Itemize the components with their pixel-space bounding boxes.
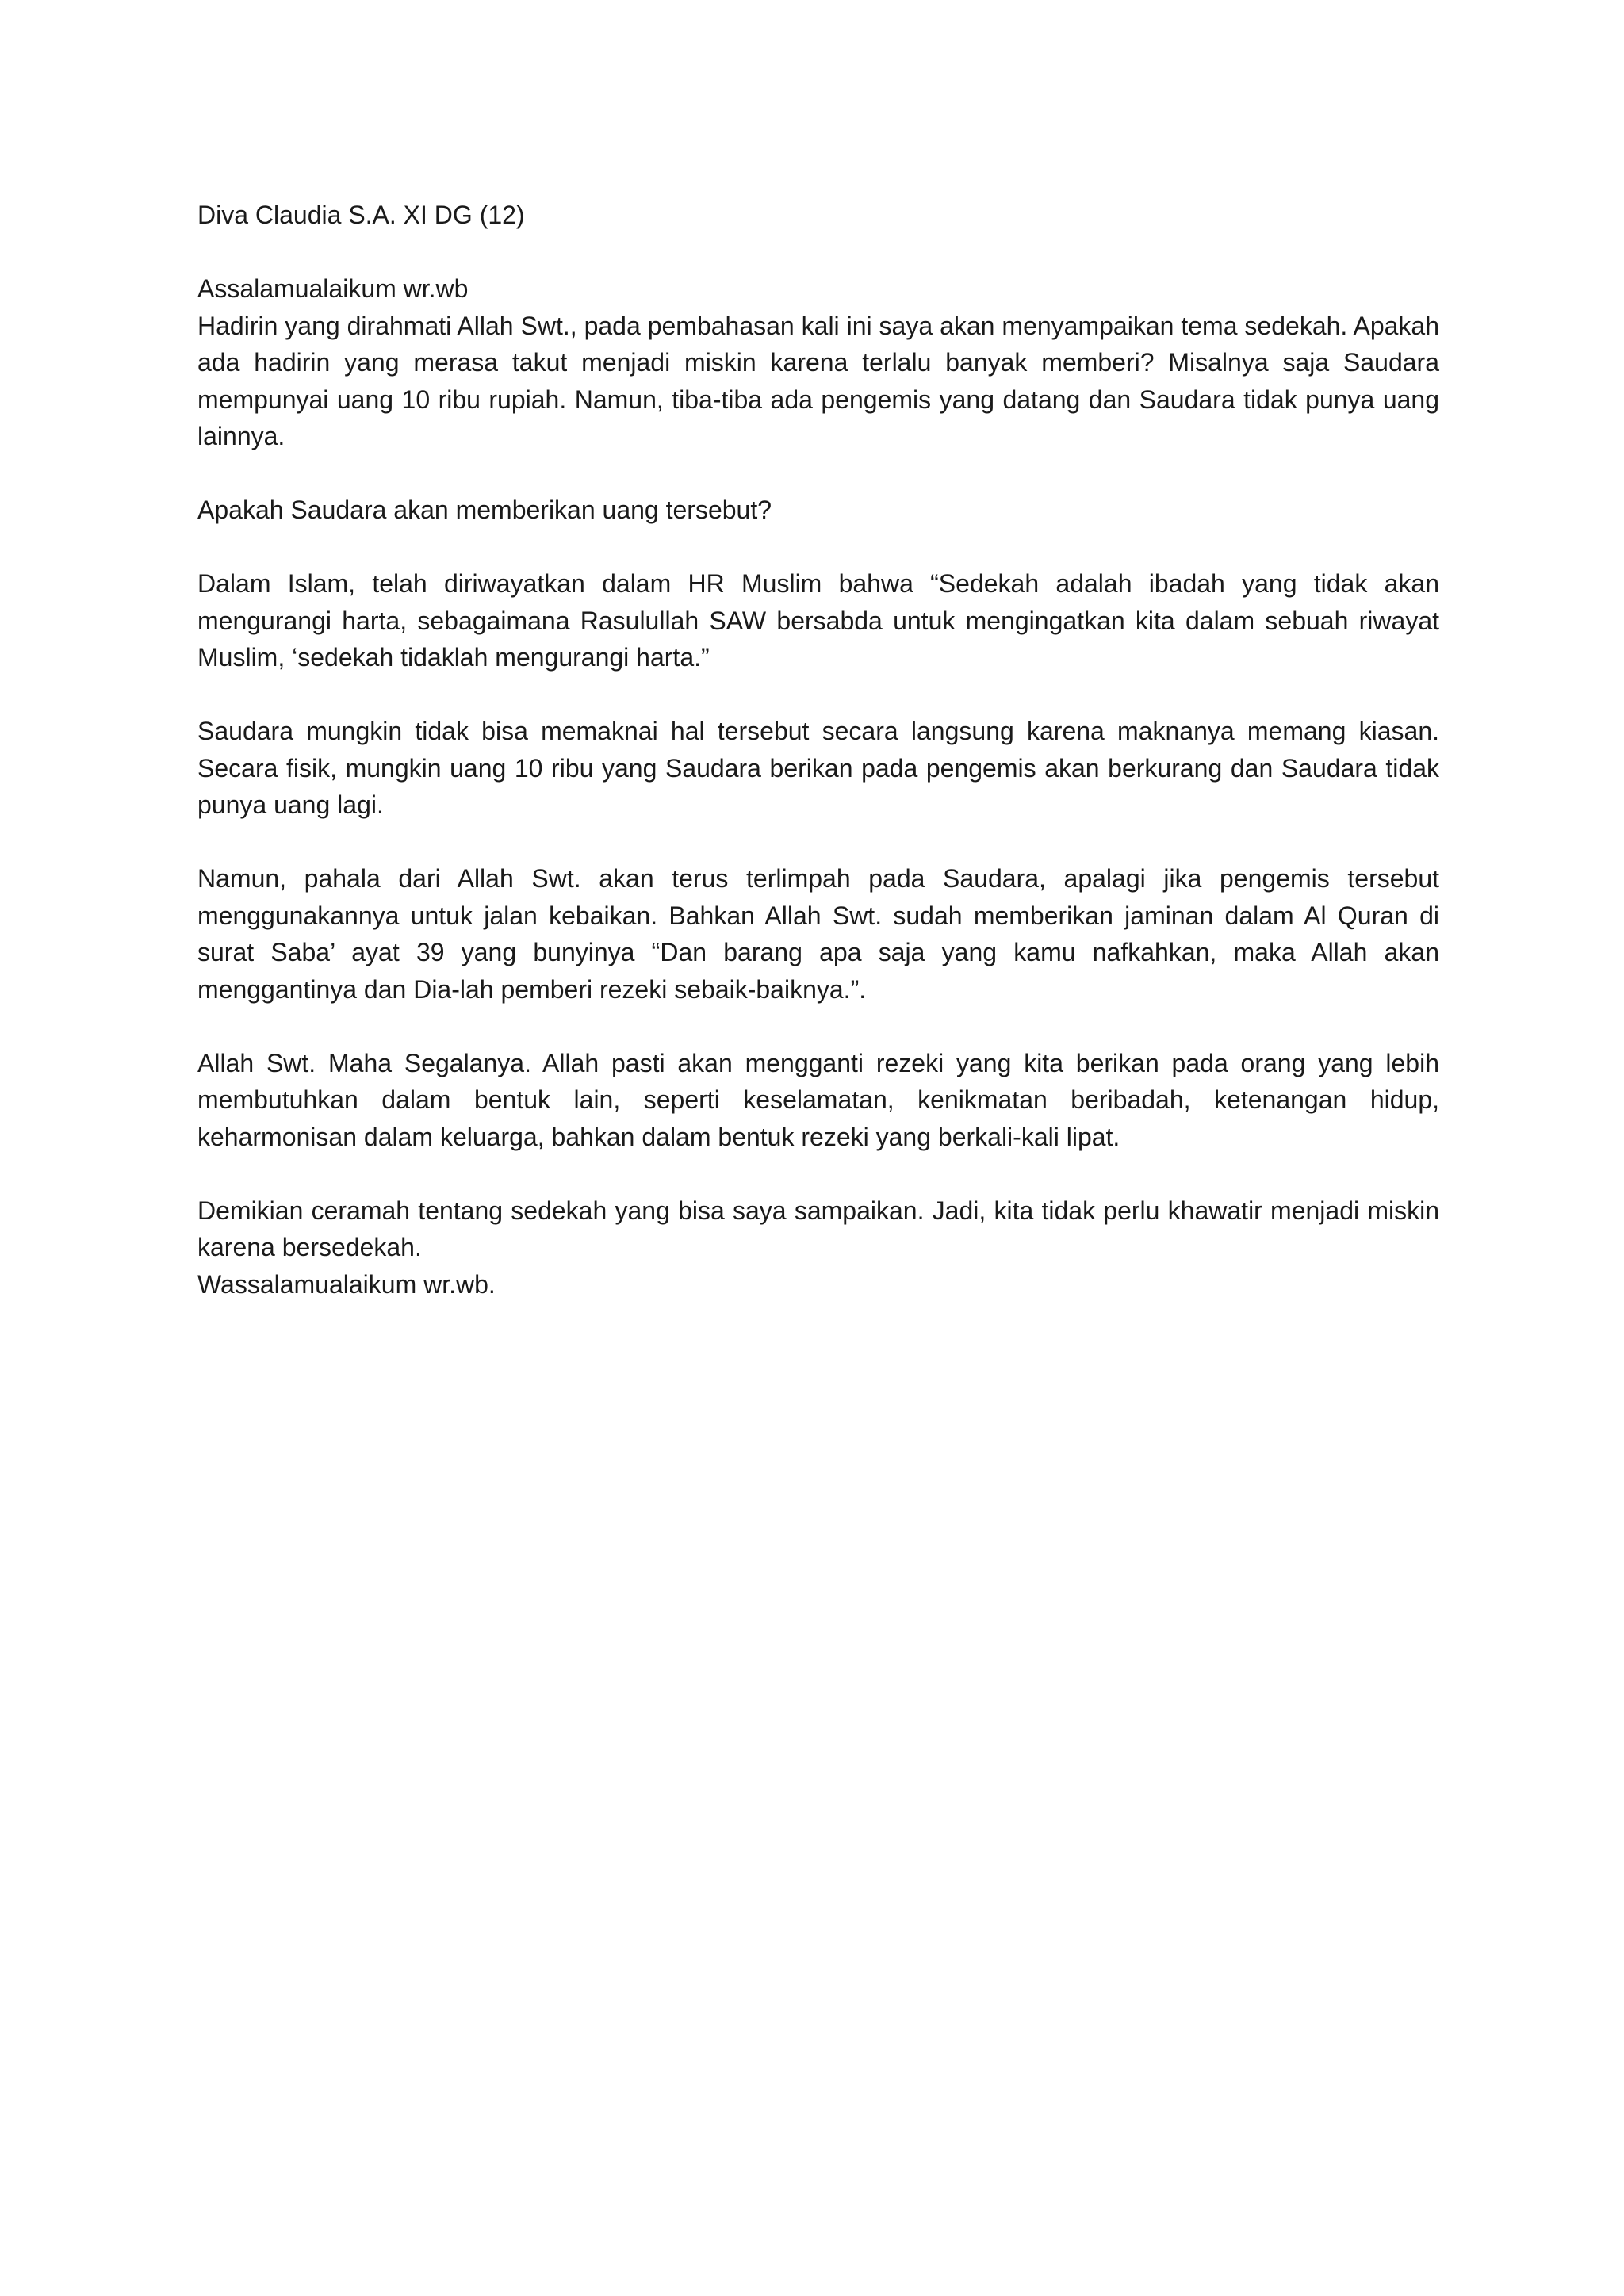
document-body <box>197 197 1439 1303</box>
closing-paragraph: Demikian ceramah tentang sedekah yang bisa saya sampaikan. Jadi, kita tidak perlu khawatir menjadi miskin karena bersedekah. <box>197 1196 1439 1261</box>
question-line: Apakah Saudara akan memberikan uang tersebut? <box>197 496 772 524</box>
author-line: Diva Claudia S.A. XI DG (12) <box>197 201 525 229</box>
farewell-line: Wassalamualaikum wr.wb. <box>197 1269 496 1299</box>
allah-paragraph: Allah Swt. Maha Segalanya. Allah pasti akan mengganti rezeki yang kita berikan pada orang yang lebih membutuhkan dalam bentuk lain, seperti keselamatan, kenikmatan beribadah, ketenangan hidup, keharmonisan dalam keluarga, bahkan dalam bentuk rezeki yang berkali-kali lipat. <box>197 1048 1439 1151</box>
intro-paragraph: Hadirin yang dirahmati Allah Swt., pada pembahasan kali ini saya akan menyampaikan tema sedekah. Apakah ada hadirin yang merasa takut menjadi miskin karena terlalu banyak memberi? Misalnya saja Saudara mempunyai uang 10 ribu rupiah. Namun, tiba-tiba ada pengemis yang datang dan Saudara tidak punya uang lainnya. <box>197 311 1439 450</box>
hadith-paragraph: Dalam Islam, telah diriwayatkan dalam HR Muslim bahwa “Sedekah adalah ibadah yang tidak akan mengurangi harta, sebagaimana Rasulullah SAW bersabda untuk mengingatkan kita dalam sebuah riwayat Muslim, ‘sedekah tidaklah mengurangi harta.” <box>197 569 1439 672</box>
meaning-paragraph: Saudara mungkin tidak bisa memaknai hal tersebut secara langsung karena maknanya memang kiasan. Secara fisik, mungkin uang 10 ribu yang Saudara berikan pada pengemis akan berkurang dan Saudara tidak punya uang lagi. <box>197 717 1439 819</box>
greeting: Assalamualaikum wr.wb <box>197 274 469 303</box>
reward-paragraph: Namun, pahala dari Allah Swt. akan terus terlimpah pada Saudara, apalagi jika pengemis tersebut menggunakannya untuk jalan kebaikan. Bahkan Allah Swt. sudah memberikan jaminan dalam Al Quran di surat Saba’ ayat 39 yang bunyinya “Dan barang apa saja yang kamu nafkahkan, maka Allah akan menggantinya dan Dia-lah pemberi rezeki sebaik-baiknya.”. <box>197 864 1439 1004</box>
